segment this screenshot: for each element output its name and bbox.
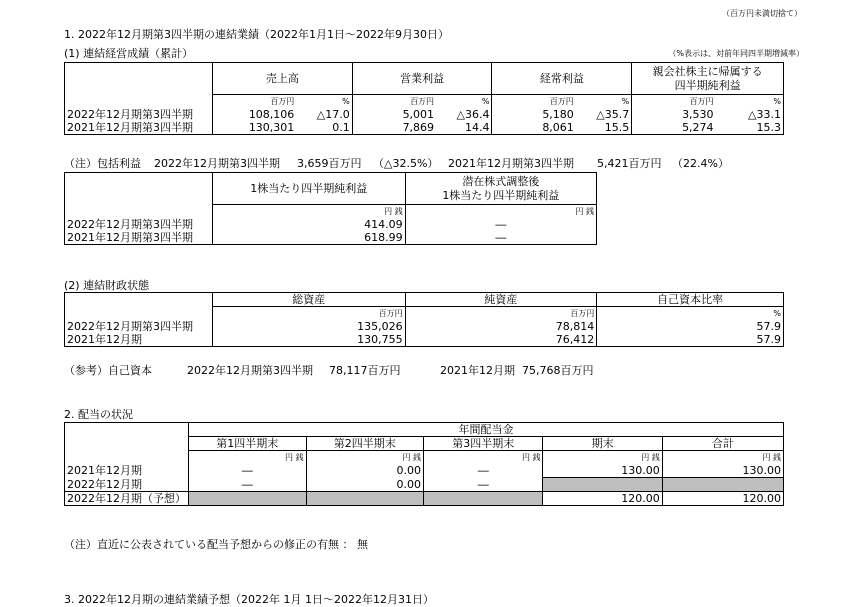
unit: 百万円 [492, 95, 576, 109]
shaded-cell [543, 478, 662, 492]
table-cell: 130,301 [212, 121, 296, 135]
table-cell: 57.9 [597, 333, 784, 347]
table-cell: 120.00 [662, 492, 783, 506]
col-ordinary-profit: 経常利益 [492, 63, 632, 95]
table-cell: 57.9 [597, 320, 784, 333]
table-cell: 108,106 [248, 108, 295, 121]
col-operating-profit: 営業利益 [352, 63, 492, 95]
sub2-title: (2) 連結財政状態 [64, 279, 150, 292]
unit: 円 銭 [212, 205, 405, 219]
unit: % [576, 95, 632, 109]
comprehensive-value-2: 5,421百万円 [597, 157, 662, 170]
table-cell: △36.4 [436, 108, 492, 121]
table-cell: △17.0 [296, 108, 352, 121]
row-label: 2022年12月期（予想） [65, 492, 189, 506]
unit-note: （百万円未満切捨て） [722, 9, 802, 18]
col-equity-ratio: 自己資本比率 [597, 293, 784, 307]
shaded-cell [306, 492, 424, 506]
unit: 円 銭 [306, 451, 424, 465]
row-label: 2022年12月期第3四半期 [65, 218, 213, 231]
table-cell: 76,412 [405, 333, 597, 347]
table-cell: ― [189, 464, 307, 478]
row-label: 2021年12月期 [65, 333, 213, 347]
comprehensive-income-label: （注）包括利益 [64, 157, 141, 170]
col-year-end: 期末 [543, 437, 662, 451]
comprehensive-change-2: （22.4%） [672, 157, 729, 170]
dividend-revision-note: （注）直近に公表されている配当予想からの修正の有無 ： 無 [64, 538, 368, 551]
corner-cell [65, 63, 213, 109]
table-cell: 130,755 [212, 333, 405, 347]
table-cell: 5,180 [542, 108, 574, 121]
table-cell: 130.00 [662, 464, 783, 478]
section3-title: 3. 2022年12月期の連結業績予想（2022年 1月 1日～2022年12月31日） [64, 593, 434, 606]
row-label: 2021年12月期第3四半期 [65, 231, 213, 245]
unit: 円 銭 [424, 451, 543, 465]
equity-value-1: 78,117百万円 [329, 364, 401, 377]
unit: % [597, 307, 784, 321]
table-cell: 5,274 [632, 121, 716, 135]
table-cell: ― [424, 464, 543, 478]
col-net-assets: 純資産 [405, 293, 597, 307]
operating-results-table [64, 62, 784, 135]
equity-period-2: 2021年12月期 [440, 364, 515, 377]
table-cell: 78,814 [405, 320, 597, 333]
comprehensive-change-1: （△32.5%） [373, 157, 439, 170]
table-cell: 5,001 [402, 108, 435, 121]
col-q3: 第3四半期末 [424, 437, 543, 451]
unit: 百万円 [405, 307, 597, 321]
row-label: 2021年12月期第3四半期 [65, 121, 213, 135]
col-net-income: 親会社株主に帰属する 四半期純利益 [632, 63, 784, 95]
unit: 円 銭 [405, 205, 596, 219]
section1-title: 1. 2022年12月期第3四半期の連結業績（2022年1月1日～2022年9月30日） [64, 28, 449, 41]
table-cell: 130.00 [543, 464, 662, 478]
dividends-table [64, 422, 784, 506]
equity-label: （参考）自己資本 [64, 364, 152, 377]
col-total-assets: 総資産 [212, 293, 405, 307]
table-cell: ― [405, 218, 596, 231]
shaded-cell [189, 492, 307, 506]
col-sales: 売上高 [212, 63, 352, 95]
table-cell: 3,530 [682, 108, 714, 121]
table-cell: ― [424, 478, 543, 492]
sub1-note: （%表示は、対前年同四半期増減率） [668, 49, 804, 58]
unit: 円 銭 [189, 451, 307, 465]
unit: 円 銭 [662, 451, 783, 465]
row-label: 2022年12月期 [65, 478, 189, 492]
col-q1: 第1四半期末 [189, 437, 307, 451]
table-cell: △35.7 [576, 108, 632, 121]
table-cell: 120.00 [543, 492, 662, 506]
table-cell: 0.00 [306, 478, 424, 492]
row-label: 2022年12月期第3四半期 [65, 320, 213, 333]
table-cell: 15.5 [576, 121, 632, 135]
equity-value-2: 75,768百万円 [522, 364, 594, 377]
unit: 百万円 [212, 95, 296, 109]
unit: % [716, 95, 784, 109]
equity-period-1: 2022年12月期第3四半期 [187, 364, 313, 377]
table-cell: 14.4 [436, 121, 492, 135]
table-cell: 618.99 [212, 231, 405, 245]
col-q2: 第2四半期末 [306, 437, 424, 451]
table-cell: 15.3 [716, 121, 784, 135]
annual-dividend-header: 年間配当金 [189, 423, 784, 437]
unit: 百万円 [212, 307, 405, 321]
row-label: 2021年12月期 [65, 464, 189, 478]
table-cell: 414.09 [212, 218, 405, 231]
shaded-cell [662, 478, 783, 492]
col-eps: 1株当たり四半期純利益 [212, 173, 405, 205]
financial-position-table [64, 292, 784, 347]
col-total: 合計 [662, 437, 783, 451]
shaded-cell [424, 492, 543, 506]
unit: 百万円 [352, 95, 436, 109]
table-cell: △33.1 [716, 108, 784, 121]
table-cell: ― [189, 478, 307, 492]
col-diluted-eps: 潜在株式調整後 1株当たり四半期純利益 [405, 173, 596, 205]
corner-cell [65, 293, 213, 321]
unit: 百万円 [632, 95, 716, 109]
table-cell: 0.1 [296, 121, 352, 135]
unit: 円 銭 [543, 451, 662, 465]
comprehensive-period-1: 2022年12月期第3四半期 [154, 157, 280, 170]
table-cell: 7,869 [352, 121, 436, 135]
corner-cell [65, 423, 189, 465]
unit: % [296, 95, 352, 109]
corner-cell [65, 173, 213, 219]
table-cell: 8,061 [492, 121, 576, 135]
table-cell: ― [405, 231, 596, 245]
table-cell: 0.00 [306, 464, 424, 478]
row-label: 2022年12月期第3四半期 [65, 108, 213, 121]
unit: % [436, 95, 492, 109]
table-cell: 135,026 [212, 320, 405, 333]
comprehensive-value-1: 3,659百万円 [297, 157, 362, 170]
comprehensive-period-2: 2021年12月期第3四半期 [448, 157, 574, 170]
eps-table [64, 172, 597, 245]
section2-title: 2. 配当の状況 [64, 408, 133, 421]
sub1-title: (1) 連結経営成績（累計） [64, 47, 194, 60]
